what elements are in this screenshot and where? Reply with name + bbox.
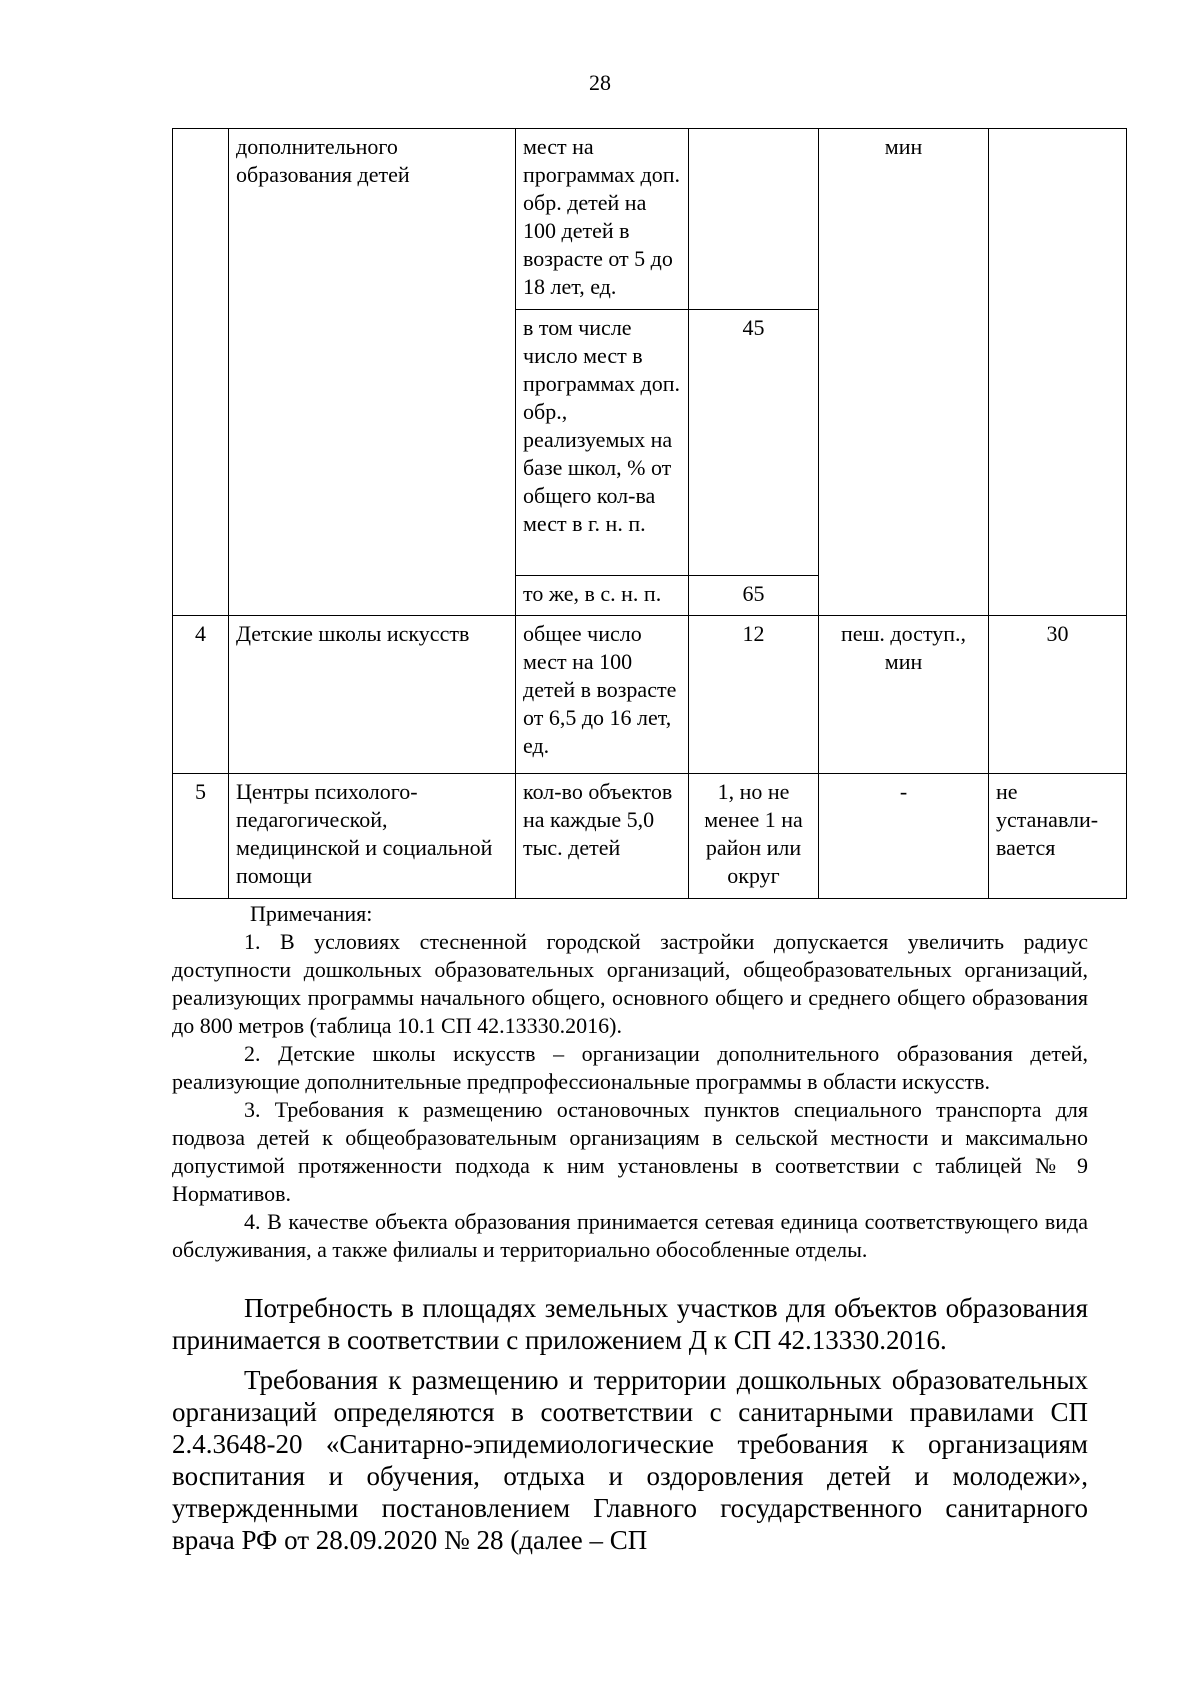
notes-section — [172, 900, 1088, 1264]
note-item: 4. В качестве объекта образования принимается сетевая единица соответствующего вида обслуживания, а также филиалы и территориально обособленные отделы. — [172, 1209, 1088, 1262]
norms-table — [172, 128, 1127, 899]
access-value — [989, 129, 1127, 616]
row-number: 4 — [173, 616, 229, 774]
access-value: 30 — [989, 616, 1127, 774]
body-paragraph: Требования к размещению и территории дошкольных образовательных организаций определяются в соответствии с санитарными правилами СП 2.4.3648-20 «Санитарно-эпидемиологические требования к организациям воспитания и обучения, отдыха и оздоровления детей и молодежи», утвержденными постановлением Главного государственного санитарного врача РФ от 28.09.2020 № 28 (далее – СП — [172, 1365, 1088, 1555]
table-row — [173, 774, 1127, 899]
indicator-text: то же, в с. н. п. — [516, 576, 689, 616]
note-item: 3. Требования к размещению остановочных пунктов специального транспорта для подвоза детей к общеобразовательным организациям в сельской местности и максимально допустимой протяженности подхода к ним установлены в соответствии с таблицей № 9 Нормативов. — [172, 1097, 1088, 1206]
indicator-text: общее число мест на 100 детей в возрасте от 6,5 до 16 лет, ед. — [516, 616, 689, 774]
note-item: 2. Детские школы искусств – организации дополнительного образования детей, реализующие дополнительные предпрофессиональные программы в области искусств. — [172, 1041, 1088, 1094]
body-paragraph: Потребность в площадях земельных участков для объектов образования принимается в соответствии с приложением Д к СП 42.13330.2016. — [172, 1293, 1088, 1355]
indicator-text: кол-во объектов на каждые 5,0 тыс. детей — [516, 774, 689, 899]
access-indicator: - — [819, 774, 989, 899]
object-name: Детские школы искусств — [229, 616, 516, 774]
table-row — [173, 129, 1127, 310]
access-value: не устанавли-вается — [989, 774, 1127, 899]
object-name: дополнительного образования детей — [229, 129, 516, 616]
row-number — [173, 129, 229, 616]
notes-title: Примечания: — [250, 901, 373, 926]
access-indicator: пеш. доступ., мин — [819, 616, 989, 774]
row-number: 5 — [173, 774, 229, 899]
page-number: 28 — [589, 70, 611, 95]
indicator-text: в том числе число мест в программах доп. обр., реализуемых на базе школ, % от общего кол-ва мест в г. н. п. — [516, 310, 689, 576]
indicator-value: 65 — [689, 576, 819, 616]
note-item: 1. В условиях стесненной городской застройки допускается увеличить радиус доступности дошкольных образовательных организаций, общеобразовательных организаций, реализующих программы начального общего, основного общего и среднего общего образования до 800 метров (таблица 10.1 СП 42.13330.2016). — [172, 929, 1088, 1038]
indicator-value: 1, но не менее 1 на район или округ — [689, 774, 819, 899]
indicator-value: 12 — [689, 616, 819, 774]
indicator-value: 45 — [689, 310, 819, 576]
indicator-value — [689, 129, 819, 310]
access-indicator: мин — [819, 129, 989, 616]
object-name: Центры психолого-педагогической, медицинской и социальной помощи — [229, 774, 516, 899]
body-text — [172, 1292, 1088, 1564]
table-row — [173, 616, 1127, 774]
indicator-text: мест на программах доп. обр. детей на 100 детей в возрасте от 5 до 18 лет, ед. — [516, 129, 689, 310]
